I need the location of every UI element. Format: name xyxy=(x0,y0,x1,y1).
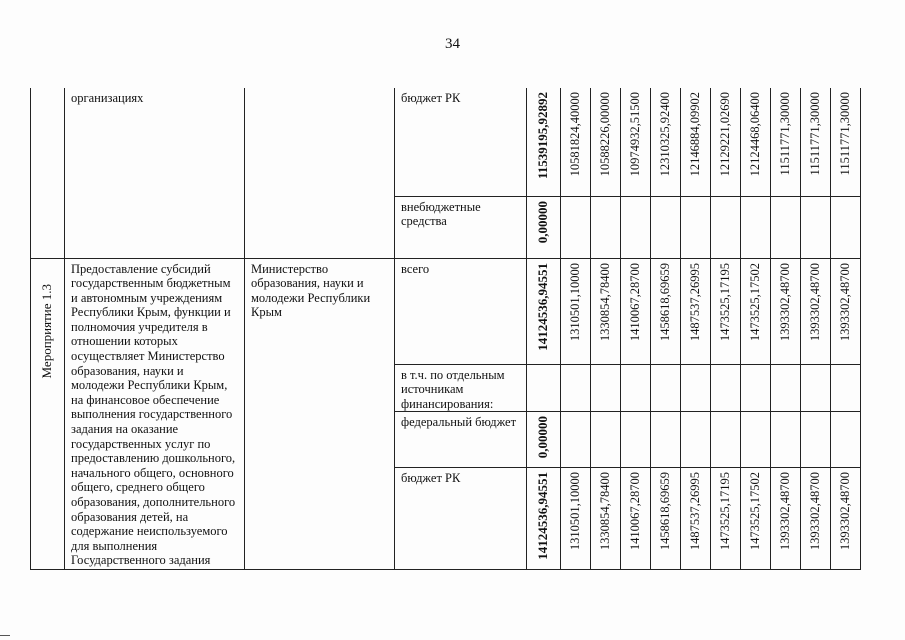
year-value-cell xyxy=(741,196,771,258)
year-value-cell xyxy=(561,468,591,570)
year-value: 1393302,48700 xyxy=(808,472,823,551)
year-value-cell xyxy=(711,412,741,468)
year-value: 11511771,30000 xyxy=(778,92,793,176)
year-value-cell xyxy=(801,364,831,412)
year-value-cell xyxy=(681,88,711,196)
year-value-cell xyxy=(771,468,801,570)
year-value: 11511771,30000 xyxy=(808,92,823,176)
year-value-cell xyxy=(801,196,831,258)
year-value-cell xyxy=(681,196,711,258)
year-value-cell xyxy=(711,364,741,412)
year-value-cell xyxy=(681,258,711,364)
year-value-cell xyxy=(621,196,651,258)
year-value: 1393302,48700 xyxy=(778,472,793,551)
budget-table xyxy=(30,88,861,570)
year-value: 1410067,28700 xyxy=(628,472,643,551)
year-value: 10581824,40000 xyxy=(568,92,583,177)
year-value-cell xyxy=(621,468,651,570)
year-value: 12146884,09902 xyxy=(688,92,703,177)
year-value: 1410067,28700 xyxy=(628,262,643,341)
funding-source: внебюджетные средства xyxy=(401,199,481,229)
year-value: 1393302,48700 xyxy=(838,262,853,341)
year-value-cell xyxy=(561,88,591,196)
year-value: 1330854,78400 xyxy=(598,472,613,551)
year-value-cell xyxy=(591,88,621,196)
year-value-cell xyxy=(741,88,771,196)
table-row xyxy=(31,88,861,196)
year-value: 11511771,30000 xyxy=(838,92,853,176)
year-value: 1473525,17195 xyxy=(718,472,733,551)
year-value-cell xyxy=(831,88,861,196)
year-value-cell xyxy=(831,468,861,570)
year-value: 12129221,02690 xyxy=(718,92,733,177)
executor-cell xyxy=(245,258,395,570)
year-value-cell xyxy=(771,364,801,412)
year-value-cell xyxy=(621,364,651,412)
year-value-cell xyxy=(651,258,681,364)
year-value: 1310501,10000 xyxy=(568,262,583,341)
measure-name-cell xyxy=(65,88,245,258)
funding-source: федеральный бюджет xyxy=(401,415,517,430)
year-value-cell xyxy=(621,412,651,468)
total-cell xyxy=(527,364,561,412)
year-value-cell xyxy=(591,364,621,412)
year-value-cell xyxy=(741,258,771,364)
measure-name-cell xyxy=(65,258,245,570)
year-value-cell xyxy=(771,196,801,258)
measure-label-wrap xyxy=(31,259,64,379)
page-number: 34 xyxy=(445,36,460,52)
year-value-cell xyxy=(741,364,771,412)
funding-source: бюджет РК xyxy=(401,471,461,486)
year-value-cell xyxy=(591,412,621,468)
year-value: 1458618,69659 xyxy=(658,472,673,551)
label-cell xyxy=(31,88,65,258)
year-value: 1473525,17195 xyxy=(718,262,733,341)
year-value-cell xyxy=(621,258,651,364)
total-value: 14124536,94551 xyxy=(535,472,551,561)
year-value-cell xyxy=(801,412,831,468)
year-value: 1393302,48700 xyxy=(778,262,793,341)
total-cell xyxy=(527,468,561,570)
year-value-cell xyxy=(711,88,741,196)
year-value: 12124468,06400 xyxy=(748,92,763,177)
year-value: 1487537,26995 xyxy=(688,262,703,341)
total-value: 0,00000 xyxy=(535,200,551,243)
year-value-cell xyxy=(831,258,861,364)
year-value-cell xyxy=(651,412,681,468)
year-value-cell xyxy=(621,88,651,196)
year-value-cell xyxy=(831,364,861,412)
total-value: 11539195,92892 xyxy=(535,92,551,180)
year-value: 1393302,48700 xyxy=(838,472,853,551)
year-value-cell xyxy=(711,258,741,364)
year-value-cell xyxy=(801,258,831,364)
measure-name: Предоставление субсидий государственным бюджетным и автономным учреждениям Республики Крым, функции и полномочия учредителя в отношении которых осуществляет Министерство образования, науки и молодежи Республики Крым, на финансовое обеспечение выполнения государственного задания на оказание государственных услуг по предоставлению дошкольного, начального общего, основного общего, среднего общего образования, дополнительного образования детей, на содержание неиспользуемого для выполнения Государственного задания xyxy=(71,261,236,568)
year-value: 1393302,48700 xyxy=(808,262,823,341)
source-cell xyxy=(395,88,527,196)
funding-source: бюджет РК xyxy=(401,91,461,105)
year-value: 1473525,17502 xyxy=(748,262,763,341)
executor-cell xyxy=(245,88,395,258)
source-cell xyxy=(395,258,527,364)
year-value-cell xyxy=(771,412,801,468)
year-value: 10588226,00000 xyxy=(598,92,613,177)
year-value: 1473525,17502 xyxy=(748,472,763,551)
year-value-cell xyxy=(561,196,591,258)
year-value-cell xyxy=(741,412,771,468)
year-value: 1310501,10000 xyxy=(568,472,583,551)
year-value-cell xyxy=(681,412,711,468)
executor-name: Министерство образования, науки и молодежи Республики Крым xyxy=(251,261,371,320)
year-value-cell xyxy=(651,88,681,196)
footer-mark xyxy=(0,635,10,636)
year-value-cell xyxy=(651,364,681,412)
source-cell xyxy=(395,364,527,412)
year-value: 1487537,26995 xyxy=(688,472,703,551)
year-value-cell xyxy=(801,468,831,570)
total-cell xyxy=(527,88,561,196)
year-value-cell xyxy=(741,468,771,570)
year-value-cell xyxy=(711,196,741,258)
source-cell xyxy=(395,412,527,468)
total-cell xyxy=(527,412,561,468)
year-value: 1458618,69659 xyxy=(658,262,673,341)
year-value-cell xyxy=(771,88,801,196)
label-cell xyxy=(31,258,65,570)
year-value-cell xyxy=(591,468,621,570)
year-value-cell xyxy=(681,364,711,412)
year-value-cell xyxy=(561,364,591,412)
funding-source: в т.ч. по отдельным источникам финансирования: xyxy=(401,367,505,411)
measure-name: организациях xyxy=(71,91,144,105)
source-cell xyxy=(395,196,527,258)
table-row xyxy=(31,258,861,364)
year-value-cell xyxy=(831,196,861,258)
year-value-cell xyxy=(561,258,591,364)
year-value: 10974932,51500 xyxy=(628,92,643,177)
measure-label: Мероприятие 1.3 xyxy=(39,284,55,379)
total-cell xyxy=(527,196,561,258)
year-value-cell xyxy=(651,468,681,570)
total-cell xyxy=(527,258,561,364)
total-value: 0,00000 xyxy=(535,416,551,459)
total-value: 14124536,94551 xyxy=(535,262,551,351)
year-value-cell xyxy=(651,196,681,258)
year-value-cell xyxy=(591,196,621,258)
year-value-cell xyxy=(591,258,621,364)
year-value-cell xyxy=(771,258,801,364)
year-value-cell xyxy=(831,412,861,468)
table-body xyxy=(31,88,861,570)
year-value-cell xyxy=(561,412,591,468)
year-value: 12310325,92400 xyxy=(658,92,673,177)
year-value-cell xyxy=(801,88,831,196)
year-value-cell xyxy=(681,468,711,570)
year-value: 1330854,78400 xyxy=(598,262,613,341)
funding-source: всего xyxy=(401,261,430,276)
year-value-cell xyxy=(711,468,741,570)
source-cell xyxy=(395,468,527,570)
